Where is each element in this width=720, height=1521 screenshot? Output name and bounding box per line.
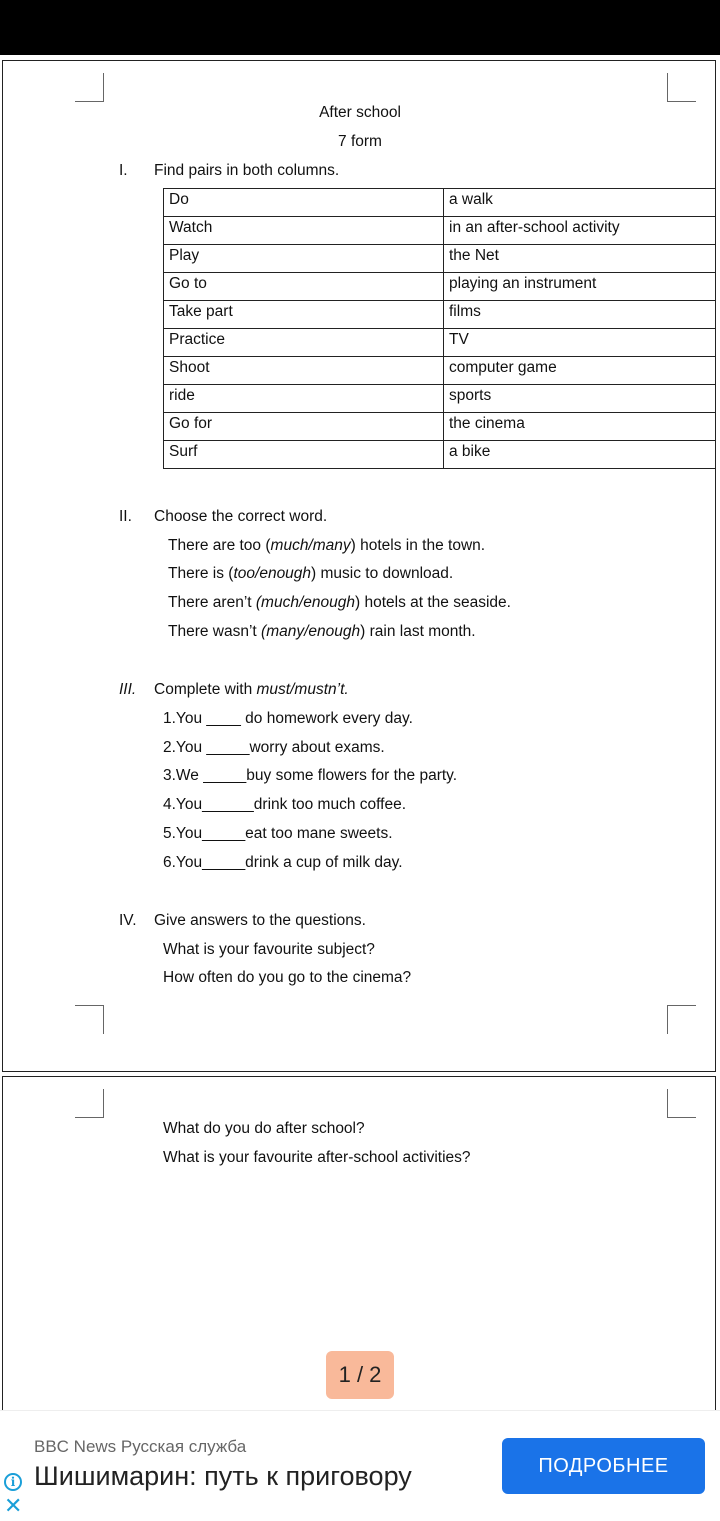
exercise-item: 5.You_____eat too mane sweets.: [163, 825, 393, 842]
sentence-text: ) hotels in the town.: [350, 537, 486, 554]
table-cell: the cinema: [444, 413, 717, 441]
document-title: After school: [319, 104, 401, 121]
sentence-text: There wasn’t: [168, 623, 262, 640]
table-cell: TV: [444, 329, 717, 357]
exercise-item: 4.You______drink too much coffee.: [163, 796, 407, 813]
word-choice: much/many: [270, 537, 351, 554]
question-item: What is your favourite after-school activities?: [163, 1149, 471, 1166]
heading-text: Complete with: [154, 681, 257, 698]
table-cell: Shoot: [164, 357, 444, 385]
table-cell: in an after-school activity: [444, 217, 717, 245]
heading-emphasis: must/mustn’t.: [256, 681, 349, 698]
choice-sentence: [168, 564, 453, 584]
table-cell: Play: [164, 245, 444, 273]
ad-banner[interactable]: [0, 1410, 720, 1521]
table-row: [164, 413, 717, 441]
pairs-table: [163, 188, 716, 469]
section-4-numeral: IV.: [119, 912, 137, 929]
table-row: [164, 357, 717, 385]
table-cell: computer game: [444, 357, 717, 385]
sentence-text: There are too (: [168, 537, 271, 554]
close-icon[interactable]: ✕: [4, 1493, 23, 1518]
table-cell: a walk: [444, 189, 717, 217]
ad-more-button[interactable]: ПОДРОБНЕЕ: [502, 1438, 705, 1494]
section-3-heading: [154, 680, 349, 700]
table-row: [164, 385, 717, 413]
choice-sentence: [168, 536, 485, 556]
table-cell: a bike: [444, 441, 717, 469]
sentence-text: ) rain last month.: [360, 623, 476, 640]
status-bar: [0, 0, 720, 55]
crop-mark-top-left: [75, 73, 104, 102]
info-icon[interactable]: i: [4, 1473, 22, 1491]
sentence-text: ) hotels at the seaside.: [354, 594, 511, 611]
crop-mark-top-right: [667, 1089, 696, 1118]
word-choice: too/enough: [233, 565, 312, 582]
exercise-item: 6.You_____drink a cup of milk day.: [163, 854, 403, 871]
ad-source: BBC News Русская служба: [34, 1437, 247, 1456]
question-item: How often do you go to the cinema?: [163, 969, 412, 986]
section-1-numeral: I.: [119, 162, 128, 179]
table-row: [164, 217, 717, 245]
table-cell: films: [444, 301, 717, 329]
table-row: [164, 189, 717, 217]
exercise-item: 3.We _____buy some flowers for the party.: [163, 767, 458, 784]
table-cell: playing an instrument: [444, 273, 717, 301]
document-subtitle: 7 form: [338, 133, 382, 150]
table-cell: sports: [444, 385, 717, 413]
choice-sentence: [168, 622, 476, 642]
exercise-item: 1.You ____ do homework every day.: [163, 710, 413, 727]
choice-sentence: [168, 593, 511, 613]
table-cell: Go for: [164, 413, 444, 441]
table-row: [164, 245, 717, 273]
sentence-text: There aren’t: [168, 594, 256, 611]
table-row: [164, 441, 717, 469]
crop-mark-top-left: [75, 1089, 104, 1118]
crop-mark-top-right: [667, 73, 696, 102]
crop-mark-bottom-right: [667, 1005, 696, 1034]
table-cell: Go to: [164, 273, 444, 301]
table-cell: Watch: [164, 217, 444, 245]
page-counter: 1 / 2: [326, 1351, 394, 1399]
question-item: What is your favourite subject?: [163, 941, 375, 958]
question-item: What do you do after school?: [163, 1120, 365, 1137]
document-page-1: [2, 60, 716, 1072]
table-cell: Practice: [164, 329, 444, 357]
table-cell: Do: [164, 189, 444, 217]
section-2-numeral: II.: [119, 508, 132, 525]
section-1-heading: Find pairs in both columns.: [154, 162, 340, 179]
table-cell: Take part: [164, 301, 444, 329]
word-choice: (many/enough: [261, 623, 361, 640]
table-row: [164, 301, 717, 329]
table-cell: ride: [164, 385, 444, 413]
table-row: [164, 329, 717, 357]
exercise-item: 2.You _____worry about exams.: [163, 739, 385, 756]
table-cell: the Net: [444, 245, 717, 273]
table-row: [164, 273, 717, 301]
ad-headline[interactable]: Шишимарин: путь к приговору: [34, 1461, 412, 1491]
section-2-heading: Choose the correct word.: [154, 508, 328, 525]
crop-mark-bottom-left: [75, 1005, 104, 1034]
word-choice: (much/enough: [255, 594, 355, 611]
sentence-text: ) music to download.: [311, 565, 454, 582]
table-cell: Surf: [164, 441, 444, 469]
section-4-heading: Give answers to the questions.: [154, 912, 366, 929]
section-3-numeral: III.: [119, 681, 137, 698]
sentence-text: There is (: [168, 565, 234, 582]
